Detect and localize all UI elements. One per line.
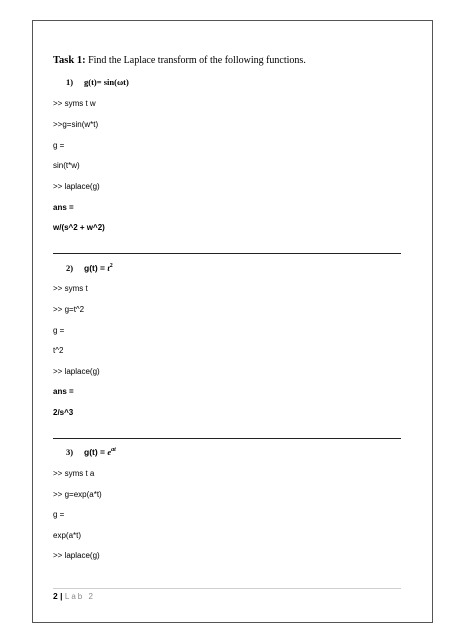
code-line: t^2: [53, 346, 64, 355]
code-line: g =: [53, 141, 65, 150]
section-1-number: 1): [66, 77, 74, 87]
code-line: >> laplace(g): [53, 367, 100, 376]
page-number: 2: [53, 591, 58, 601]
code-line: ans =: [53, 387, 74, 396]
code-line: w/(s^2 + w^2): [53, 223, 105, 232]
code-line: 2/s^3: [53, 408, 74, 417]
footer-divider: [53, 588, 401, 589]
code-line: >> syms t w: [53, 99, 96, 108]
code-line: >> laplace(g): [53, 182, 100, 191]
section-1-function: g(t)= sin(ωt): [84, 77, 129, 87]
code-line: g =: [53, 510, 65, 519]
code-line: exp(a*t): [53, 531, 82, 540]
task-text: Find the Laplace transform of the following functions.: [88, 55, 306, 66]
section-2-function-exponent: 2: [109, 263, 113, 270]
section-2-function-prefix: g(t) =: [84, 263, 108, 273]
code-line: >> g=exp(a*t): [53, 490, 102, 499]
section-divider: [53, 253, 401, 254]
page-footer: [53, 591, 95, 601]
code-line: sin(t*w): [53, 161, 80, 170]
code-line: >> laplace(g): [53, 551, 100, 560]
section-2-number: 2): [66, 263, 74, 273]
code-line: >>g=sin(w*t): [53, 120, 99, 129]
code-line: ans =: [53, 203, 74, 212]
section-3-function-base: e: [107, 447, 112, 457]
task-heading: [53, 55, 306, 66]
section-3-function-exponent: at: [111, 447, 116, 454]
section-3-function-prefix: g(t) =: [84, 447, 108, 457]
code-line: g =: [53, 326, 65, 335]
page-border: [32, 20, 433, 623]
section-3-number: 3): [66, 447, 74, 457]
section-3-title: [66, 447, 116, 457]
section-2-function-base: t: [107, 263, 110, 273]
code-line: >> syms t: [53, 284, 88, 293]
code-line: >> syms t a: [53, 469, 95, 478]
section-divider: [53, 438, 401, 439]
section-2-title: [66, 263, 113, 273]
footer-label: Lab 2: [64, 592, 95, 601]
footer-separator: |: [60, 591, 63, 601]
code-line: >> g=t^2: [53, 305, 85, 314]
task-label: Task 1:: [53, 55, 86, 66]
section-1-title: [66, 77, 129, 87]
